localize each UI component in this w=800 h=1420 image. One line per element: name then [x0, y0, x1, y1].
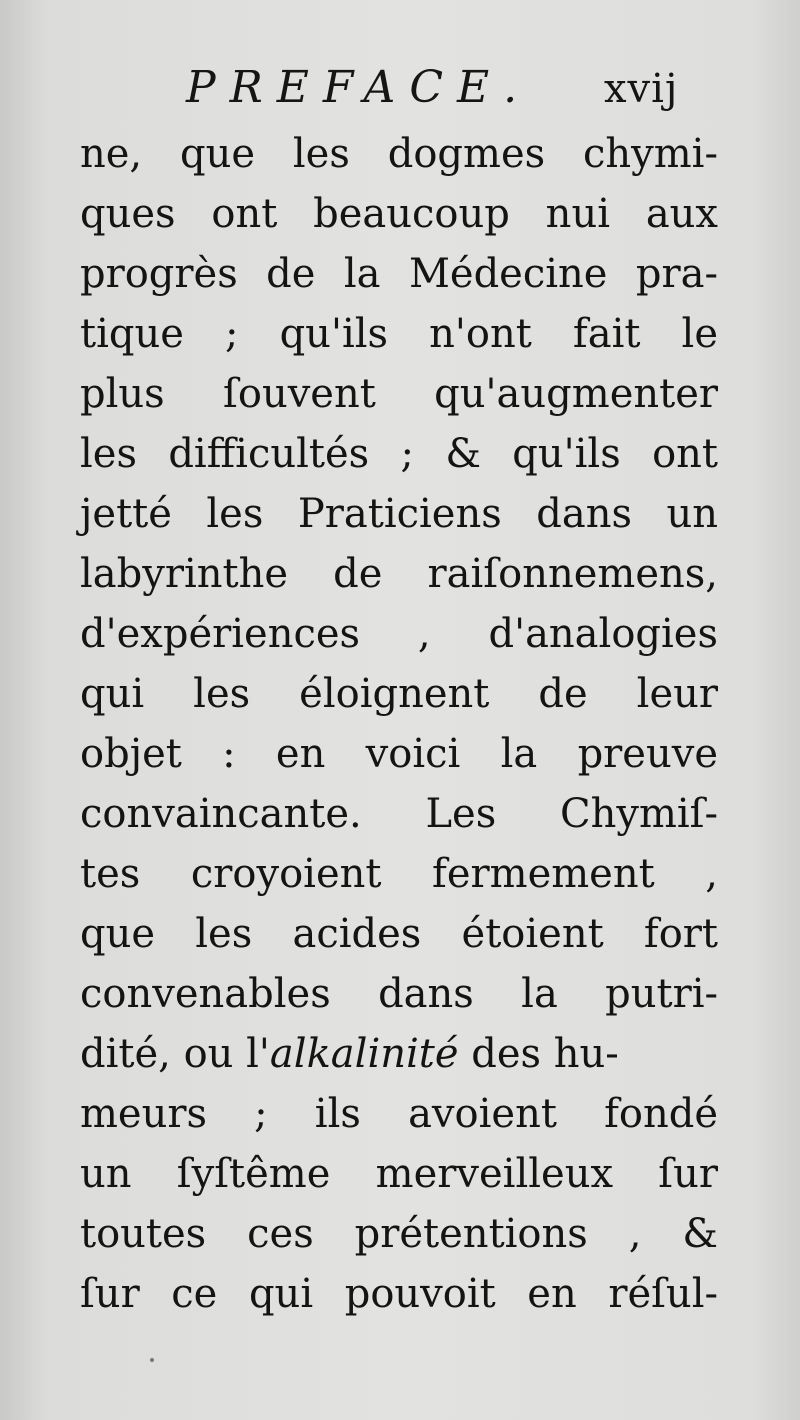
- text-line: objet : en voici la preuve: [80, 731, 718, 777]
- text-line: qui les éloignent de leur: [80, 671, 718, 717]
- running-title: PREFACE.: [186, 62, 532, 113]
- text-line: ques ont beaucoup nui aux: [80, 191, 718, 237]
- text-line: jetté les Praticiens dans un: [80, 491, 718, 537]
- italic-term: alkalinité: [269, 1031, 459, 1077]
- text-fragment: des hu-: [458, 1031, 619, 1077]
- text-line: progrès de la Médecine pra-: [80, 251, 718, 297]
- text-line: tes croyoient fermement ,: [80, 851, 718, 897]
- text-line: meurs ; ils avoient fondé: [80, 1091, 718, 1137]
- page-number: xvij: [604, 66, 679, 112]
- text-line: ſur ce qui pouvoit en réſul-: [80, 1271, 718, 1317]
- text-line: plus ſouvent qu'augmenter: [80, 371, 718, 417]
- text-line: que les acides étoient fort: [80, 911, 718, 957]
- text-line: toutes ces prétentions , &: [80, 1211, 718, 1257]
- text-line: ne, que les dogmes chymi-: [80, 131, 718, 177]
- text-line: [80, 1026, 718, 1082]
- text-line: d'expériences , d'analogies: [80, 611, 718, 657]
- text-line: convaincante. Les Chymiſ-: [80, 791, 718, 837]
- text-line: convenables dans la putri-: [80, 971, 718, 1017]
- text-fragment: dité, ou l': [80, 1031, 270, 1077]
- text-line: les difficultés ; & qu'ils ont: [80, 431, 718, 477]
- text-line: un ſyſtême merveilleux ſur: [80, 1151, 718, 1197]
- text-line: labyrinthe de raiſonnemens,: [80, 551, 718, 597]
- ink-speck: [150, 1358, 154, 1362]
- text-line: tique ; qu'ils n'ont fait le: [80, 311, 718, 357]
